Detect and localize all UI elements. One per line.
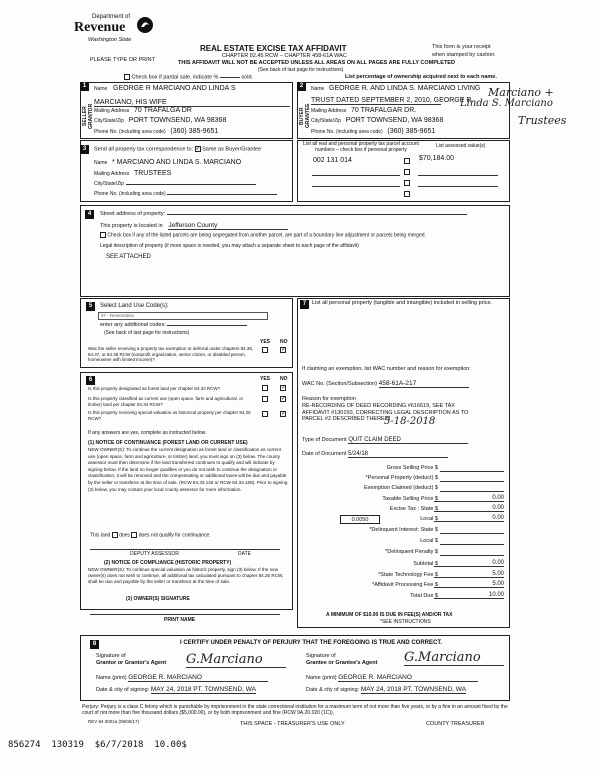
partial-pct-field[interactable] <box>220 77 240 78</box>
tax-corr-phone-label: Phone No. (including area code) <box>94 191 166 197</box>
list-pct-note: List percentage of ownership acquired next to each name. <box>345 74 497 80</box>
grantee-name-row <box>306 674 478 682</box>
tax-corr-city-field[interactable] <box>126 184 256 185</box>
parcel-line-2[interactable] <box>312 175 400 176</box>
print-name-label: PRINT NAME <box>164 617 196 623</box>
yes-header-6: YES <box>260 376 271 382</box>
deputy-assessor-label: DEPUTY ASSESSOR <box>130 551 179 557</box>
delinq-interest-label: *Delinquent Interest: State $ <box>369 527 438 533</box>
value-line-2[interactable] <box>418 175 498 176</box>
doc-date[interactable]: 5/24/18 <box>348 451 448 458</box>
grantee-name-label: Name (print) <box>306 675 337 681</box>
partial-sale-checkbox[interactable] <box>124 74 130 80</box>
does-label: does <box>119 532 130 539</box>
parcels-header: List all real and personal property tax parcel account numbers – check box if personal property <box>303 141 419 153</box>
current-use-question: Is this property classified as current use (open space, farm and agricultural, or timber) land per chapter 84.34 RCW? <box>88 396 244 407</box>
does-not-label: does not qualify for continuance. <box>138 532 211 539</box>
wac-label: WAC No. (Section/Subsection) <box>302 381 377 387</box>
exemption-no-checkbox[interactable]: ✓ <box>281 347 287 353</box>
county[interactable]: Jefferson County <box>168 222 288 230</box>
yes-header-5: YES <box>260 339 271 345</box>
no-header-6: NO <box>280 376 288 382</box>
seller-phone-row <box>94 128 218 135</box>
wac-row <box>302 380 469 388</box>
tax-corr-mailing[interactable]: TRUSTEES <box>133 170 172 177</box>
land-use-label: Select Land Use Code(s): <box>100 303 169 309</box>
total-due[interactable]: 10.00 <box>434 592 504 599</box>
dor-swirl-icon <box>136 16 154 34</box>
buyer-handwriting-2: Linda S. Marciano <box>460 98 553 109</box>
located-label: This property is located in <box>100 223 163 229</box>
seller-mailing-row <box>94 107 192 114</box>
grantee-name[interactable]: GEORGE R. MARCIANO <box>338 674 478 682</box>
reason-text[interactable]: RE-RECORDING OF DEED RECORDING #616619, SEE TAX AFFIDAVIT #130150, CORRECTING LEGAL DESCRIPTION AS TO PARCEL #2 DESCRIBED THEREIN <box>302 403 469 422</box>
tax-corr-mailing-label: Mailing Address <box>94 171 130 177</box>
certify-statement: I CERTIFY UNDER PENALTY OF PERJURY THAT THE FOREGOING IS TRUE AND CORRECT. <box>180 640 443 646</box>
reason-handwritten-date: 5-18-2018 <box>384 416 436 427</box>
wac-number[interactable]: 458-61A-217 <box>379 380 469 388</box>
buyer-city-row <box>311 117 443 124</box>
does-checkbox[interactable] <box>112 532 118 538</box>
qualify-row <box>90 532 211 538</box>
perjury-notice: Perjury: Perjury is a class C felony which is punishable by imprisonment in the state correctional institution for a maximum term of not more than five years, or by a fine in an amount fixed by the court of not more than five thousand dollars ($5,000.00), or by both imprisonment and fine (RCW 9A.20.020 (1C)). <box>82 704 508 716</box>
grantee-date-row <box>306 686 466 694</box>
doc-date-row <box>302 451 448 458</box>
dor-logo <box>74 14 164 48</box>
personal-property-label: List all personal property (tangible and intangible) included in selling price. <box>312 300 493 306</box>
partial-sale-row <box>124 74 253 80</box>
county-treasurer-label: COUNTY TREASURER <box>426 721 485 727</box>
street-row <box>100 211 467 217</box>
exemption-yes-checkbox[interactable] <box>262 347 268 353</box>
see-instructions: *SEE INSTRUCTIONS <box>380 619 431 625</box>
parcel-personal-checkbox-1[interactable] <box>404 158 410 164</box>
excise-state[interactable]: 0.00 <box>434 505 504 512</box>
buyer-phone-row <box>311 128 435 135</box>
legal-desc-value[interactable]: SEE ATTACHED <box>106 254 151 260</box>
section-7 <box>297 298 510 628</box>
delinq-interest-field[interactable] <box>440 533 504 534</box>
exemption-question: Was the seller receiving a property tax exemption or deferral under chapters 84.36, 84.37, or 84.38 RCW (nonprofit organization, senior citizen, or disabled person, homeowner with limited income)? <box>88 346 254 362</box>
seller-name-2[interactable]: MARCIANO, HIS WIFE <box>94 99 290 107</box>
doc-type-row <box>302 437 468 444</box>
parcel-personal-checkbox-3[interactable] <box>404 180 410 186</box>
receipt-note-2: when stamped by cashier. <box>432 52 496 58</box>
seller-city-label: City/State/Zip <box>94 118 125 124</box>
personal-prop-field[interactable] <box>440 481 504 482</box>
buyer-name-label: Name <box>311 86 325 92</box>
buyer-handwriting-1: Marciano + <box>488 86 554 99</box>
sold-label: sold. <box>241 74 254 81</box>
same-as-buyer-label: Same as Buyer/Grantee <box>202 146 262 153</box>
forest-yes-checkbox[interactable] <box>262 385 268 391</box>
seller-phone-label: Phone No. (including area code) <box>94 129 166 135</box>
buyer-handwriting-3: Trustees <box>518 114 567 127</box>
delinq-local-field[interactable] <box>440 544 504 545</box>
please-type: PLEASE TYPE OR PRINT <box>90 57 156 63</box>
buyer-name-1[interactable]: GEORGE R. AND LINDA S. MARCIANO LIVING <box>329 85 481 92</box>
grantee-signature[interactable]: G.Marciano <box>404 650 504 666</box>
affidavit-fee-label: *Affidavit Processing Fee $ <box>372 582 438 588</box>
grantor-name[interactable]: GEORGE R. MARCIANO <box>128 674 268 682</box>
tax-corr-phone-field[interactable] <box>167 194 277 195</box>
additional-codes-label: enter any additional codes: <box>100 322 166 328</box>
tax-corr-city-label: City/State/Zip <box>94 181 125 187</box>
property-location-section <box>80 205 510 297</box>
section-2-number: 2 <box>297 82 306 91</box>
street-field[interactable] <box>167 214 467 215</box>
delinq-penalty-field[interactable] <box>440 555 504 556</box>
parcel-line-3[interactable] <box>312 186 400 187</box>
current-use-no-checkbox[interactable]: ✓ <box>281 396 287 402</box>
buyer-mailing[interactable]: 70 TRAFALGAR DR. <box>350 107 417 114</box>
subtotal-label: Subtotal $ <box>413 561 438 567</box>
reason-label: Reason for exemption <box>302 396 356 402</box>
tax-corr-city-row <box>94 181 256 187</box>
section-7-number: 7 <box>300 300 309 309</box>
boundary-label: Check box if any of the listed parcels are being segregated from another parcel, are part of a boundary line adjustment or parcels being merged. <box>107 232 426 239</box>
taxable-price[interactable]: 0.00 <box>434 495 504 502</box>
street-label: Street address of property: <box>100 211 166 217</box>
section-1-number: 1 <box>80 82 89 91</box>
section-8-number: 8 <box>90 640 99 649</box>
excise-state-label: Excise Tax : State $ <box>389 506 438 512</box>
tax-corr-phone-row <box>94 191 277 197</box>
land-use-code: 97 - Reservation <box>101 313 135 318</box>
assessed-header: List assessed value(s) <box>436 143 486 149</box>
no-header-5: NO <box>280 339 288 345</box>
land-use-select[interactable] <box>98 312 268 320</box>
doc-date-label: Date of Document <box>302 451 347 457</box>
seller-mailing-label: Mailing Address <box>94 108 130 114</box>
same-as-buyer-checkbox[interactable]: ✓ <box>195 146 201 152</box>
buyer-phone[interactable]: (360) 385-9651 <box>387 128 436 135</box>
section-5-number: 5 <box>86 302 95 311</box>
boundary-row <box>100 232 426 238</box>
notice-continuance-title: (1) NOTICE OF CONTINUANCE (FOREST LAND OR CURRENT USE) <box>88 440 248 446</box>
exemption-claimed-field[interactable] <box>440 491 504 492</box>
buyer-grantee-label: BUYER GRANTEE <box>299 103 311 129</box>
grantor-sig-label-1: Signature of <box>96 653 126 659</box>
buyer-city-label: City/State/Zip <box>311 118 342 124</box>
doc-type-label: Type of Document <box>302 437 347 443</box>
parcel-number[interactable]: 002 131 014 <box>313 157 352 164</box>
local-rate-box[interactable] <box>340 515 380 524</box>
total-due-label: Total Due $ <box>410 593 438 599</box>
this-land-label: This land <box>90 532 111 539</box>
any-yes-note: If any answers are yes, complete as instructed below. <box>88 430 207 436</box>
parcel-personal-checkbox-4[interactable] <box>404 191 410 197</box>
seller-phone[interactable]: (360) 385-9651 <box>170 128 219 135</box>
delinq-local-label: Local $ <box>420 538 438 544</box>
grantee-date-label: Date & city of signing: <box>306 687 360 693</box>
minimum-due-note: A MINIMUM OF $10.00 IS DUE IN FEE(S) AND/OR TAX <box>326 612 453 618</box>
local-rate: 0.0050 <box>351 517 369 523</box>
tax-corr-label-row <box>94 146 261 152</box>
section-6-number: 6 <box>86 376 95 385</box>
buyer-mailing-row <box>311 107 416 114</box>
grantee-sig-label-1: Signature of <box>306 653 336 659</box>
assessor-date-label: DATE <box>238 551 251 557</box>
state-tech-fee-label: *State Technology Fee $ <box>378 572 438 578</box>
buyer-city[interactable]: PORT TOWNSEND, WA 98368 <box>345 117 444 124</box>
additional-codes-row <box>100 322 247 328</box>
seller-name-label: Name <box>94 86 108 92</box>
buyer-name-2[interactable]: TRUST DATED SEPTEMBER 2, 2010, GEORGE R. <box>311 97 474 104</box>
grantee-sig-label-2: Grantee or Grantee's Agent <box>306 660 378 666</box>
forest-question: Is this property designated as forest land per chapter 84.33 RCW? <box>88 386 221 391</box>
grantor-sig-label-2: Grantor or Grantor's Agent <box>96 660 167 666</box>
historic-no-checkbox[interactable]: ✓ <box>281 411 287 417</box>
grantor-date[interactable]: MAY 24, 2018 PT. TOWNSEND, WA <box>150 686 256 693</box>
delinq-penalty-label: *Delinquent Penalty $ <box>385 549 438 555</box>
tax-corr-name-row <box>94 159 241 166</box>
local-tax[interactable]: 0.00 <box>434 515 504 522</box>
seller-name-row <box>94 85 290 92</box>
assessed-value[interactable]: $70,184.00 <box>419 155 455 162</box>
local-tax-label: Local $ <box>420 516 438 522</box>
seller-name-1[interactable]: GEORGE R MARCIANO AND LINDA S <box>113 85 236 92</box>
exemption-claimed-label: Exemption Claimed (deduct) $ <box>364 485 438 491</box>
tax-corr-name-label: Name <box>94 160 108 166</box>
owner-signature-label: (3) OWNER(S) SIGNATURE <box>126 596 190 602</box>
value-line-3[interactable] <box>418 186 498 187</box>
assessor-sig-line[interactable] <box>90 549 280 550</box>
grantor-signature[interactable]: G.Marciano <box>186 652 286 668</box>
receipt-note-1: This form is your receipt <box>432 44 491 50</box>
form-title: REAL ESTATE EXCISE TAX AFFIDAVIT <box>200 44 347 53</box>
notice-continuance-body: NEW OWNER(S): To continue the current designation as forest land or classification as current use (open space, farm and agriculture, or timber) land, you must sign on (3) below. The county assessor must then determine if the land transferred continues to qualify and will indicate by signing below. If the land no longer qualifies or you do not wish to continue the designation or classification, it will be removed and the compensating or additional taxes will be due and payable by the seller or transferor at the time of sale. (RCW 84.33.140 or RCW 84.34.108). Prior to signing (3) below, you may contact your local county assessor for more information. <box>88 447 288 492</box>
notice-compliance-body: NEW OWNER(S): To continue special valuation as historic property, sign (3) below. If the new owner(s) does not wish to continue, all additional tax calculated pursuant to chapter 84.26 RCW, shall be due and payable by the seller or transferor at the time of sale. <box>88 567 284 584</box>
land-use-see-back: (See back of last page for instructions) <box>104 330 190 336</box>
grantor-date-label: Date & city of signing: <box>96 687 150 693</box>
county-row <box>100 222 288 230</box>
legal-desc-label: Legal description of property (if more space is needed, you may attach a separate sheet to each page of the affidavit) <box>100 243 359 249</box>
does-not-checkbox[interactable] <box>131 532 137 538</box>
state-tech-fee[interactable]: 5.00 <box>434 571 504 578</box>
grantor-name-label: Name (print) <box>96 675 127 681</box>
current-use-yes-checkbox[interactable] <box>262 396 268 402</box>
state-text: Washington State <box>88 37 132 43</box>
buyer-name-row <box>311 85 480 92</box>
not-accepted-notice: THIS AFFIDAVIT WILL NOT BE ACCEPTED UNLESS ALL AREAS ON ALL PAGES ARE FULLY COMPLETED <box>178 60 455 66</box>
seller-mailing[interactable]: 70 TRAFALGA DR <box>133 107 192 114</box>
grantor-date-row <box>96 686 256 694</box>
taxable-price-label: Taxable Selling Price $ <box>382 496 438 502</box>
affidavit-fee[interactable]: 5.00 <box>434 581 504 588</box>
dept-of-text: Department of <box>92 14 131 20</box>
tax-corr-label: Send all property tax correspondence to: <box>94 146 194 153</box>
rev-number: REV 84 0001a (09/06/17) <box>88 719 140 724</box>
parcel-personal-checkbox-2[interactable] <box>404 169 410 175</box>
subtotal[interactable]: 0.00 <box>434 560 504 567</box>
claiming-label: If claiming an exemption, list WAC number and reason for exemption: <box>302 366 471 372</box>
recording-stamp: 856274 130319 $6/7/2018 10.00$ <box>8 740 187 750</box>
see-back-note: (See back of last page for instructions) <box>258 67 344 73</box>
print-name-line[interactable] <box>90 614 280 615</box>
section-4-number: 4 <box>85 210 94 219</box>
boundary-checkbox[interactable] <box>100 232 106 238</box>
historic-yes-checkbox[interactable] <box>262 411 268 417</box>
notice-compliance-title: (2) NOTICE OF COMPLIANCE (HISTORIC PROPERTY) <box>104 560 232 566</box>
treasurer-space-label: THIS SPACE - TREASURER'S USE ONLY <box>240 721 345 727</box>
grantee-date[interactable]: MAY 24, 2018 PT. TOWNSEND, WA <box>360 686 466 693</box>
buyer-phone-label: Phone No. (including area code) <box>311 129 383 135</box>
forest-no-checkbox[interactable]: ✓ <box>281 385 287 391</box>
seller-city[interactable]: PORT TOWNSEND, WA 98368 <box>128 117 227 124</box>
partial-sale-label: Check box if partial sale, indicate % <box>131 74 219 81</box>
additional-codes-field[interactable] <box>167 325 247 326</box>
seller-grantor-label: SELLER GRANTOR <box>82 103 94 129</box>
revenue-text: Revenue <box>74 20 126 35</box>
personal-prop-label: *Personal Property (deduct) $ <box>365 475 438 481</box>
doc-type[interactable]: QUIT CLAIM DEED <box>348 437 468 444</box>
buyer-mailing-label: Mailing Address <box>311 108 347 114</box>
chapter-text: CHAPTER 82.45 RCW – CHAPTER 458-61A WAC <box>222 53 347 59</box>
gross-selling-field[interactable] <box>440 471 504 472</box>
historic-question: Is this property receiving special valuation as historical property per chapter 84.26 RCW? <box>88 410 251 421</box>
grantor-name-row <box>96 674 268 682</box>
gross-selling-label: Gross Selling Price $ <box>386 465 438 471</box>
tax-corr-mailing-row <box>94 170 171 177</box>
tax-corr-name[interactable]: * MARCIANO AND LINDA S. MARCIANO <box>112 159 242 166</box>
section-3-number: 3 <box>80 145 89 154</box>
seller-city-row <box>94 117 226 124</box>
